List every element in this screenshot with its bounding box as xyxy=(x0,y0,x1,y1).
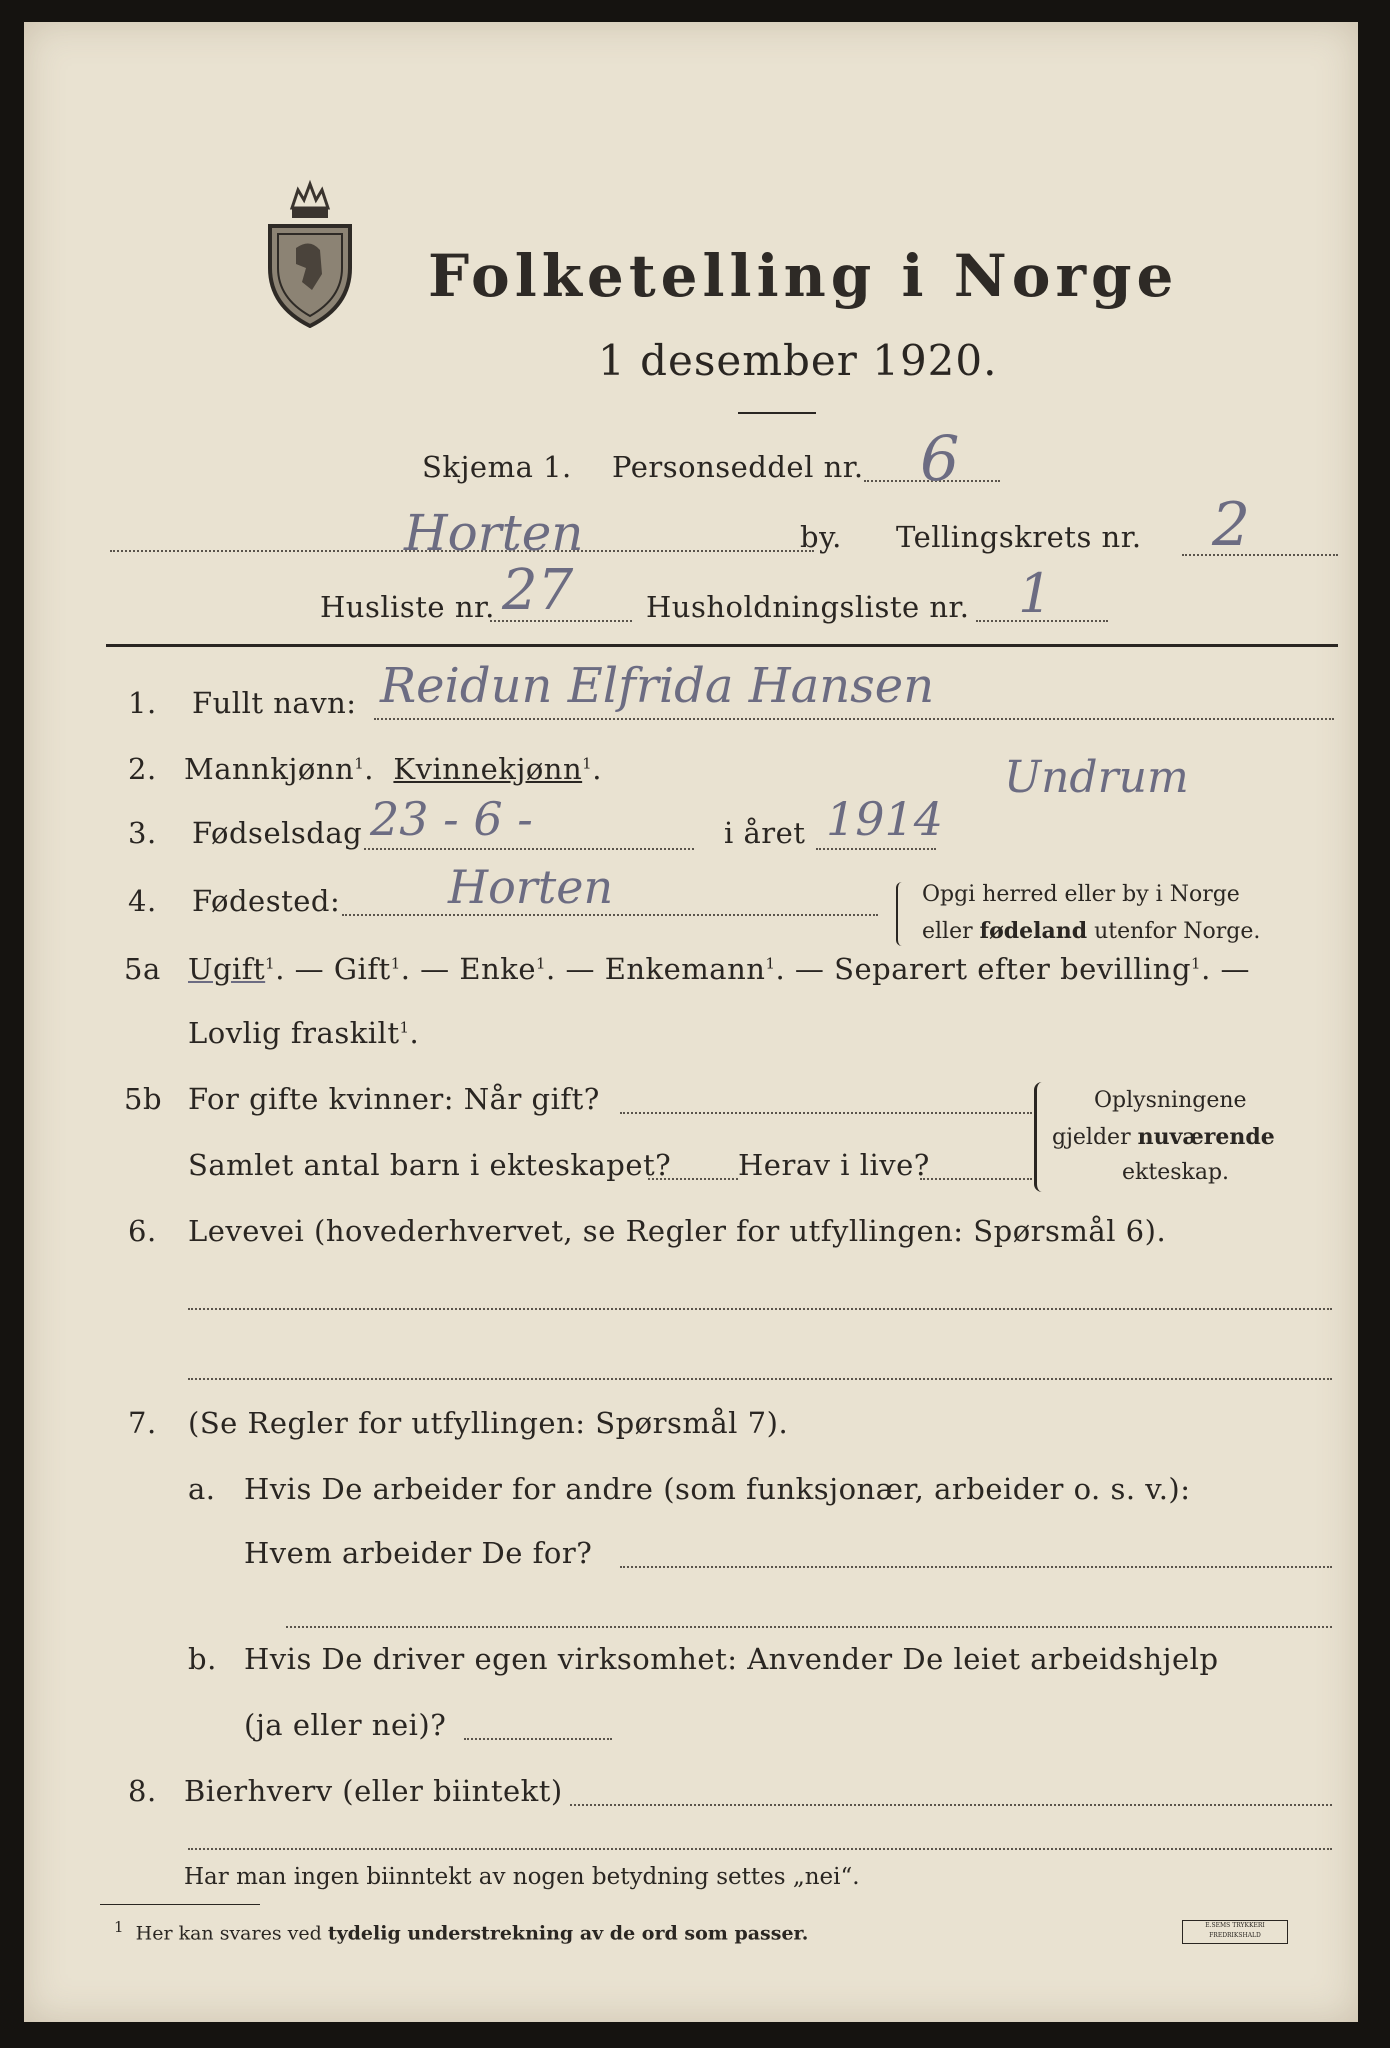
personseddel-label: Personseddel nr. xyxy=(612,450,864,484)
q3-label: Fødselsdag xyxy=(192,816,363,850)
q5b-children-label: Samlet antal barn i ekteskapet? xyxy=(188,1148,672,1182)
city-value: Horten xyxy=(404,504,584,562)
gift-option[interactable]: Gift xyxy=(333,952,391,986)
q5b-note1: Oplysningene xyxy=(1094,1088,1247,1113)
q4-number: 4. xyxy=(128,884,157,918)
form-date: 1 desember 1920. xyxy=(598,336,998,385)
q7a-question: Hvem arbeider De for? xyxy=(244,1536,593,1570)
birthdate-field[interactable] xyxy=(364,848,694,850)
q7b-question: (ja eller nei)? xyxy=(244,1708,447,1742)
q1-label: Fullt navn: xyxy=(192,686,357,720)
q5b-line1: For gifte kvinner: Når gift? xyxy=(188,1082,600,1116)
lovlig-fraskilt-line: Lovlig fraskilt$^1$. xyxy=(188,1016,420,1050)
tellingskrets-label: Tellingskrets nr. xyxy=(896,520,1142,554)
married-when-field[interactable] xyxy=(620,1112,1032,1114)
q1-number: 1. xyxy=(128,686,157,720)
q4-note-line1: Opgi herred eller by i Norge xyxy=(922,882,1240,907)
q6-number: 6. xyxy=(128,1214,157,1248)
q8-label: Bierhverv (eller biintekt) xyxy=(184,1774,563,1808)
enke-option[interactable]: Enke xyxy=(459,952,536,986)
mannkjonn-option[interactable]: Mannkjønn xyxy=(184,752,355,786)
q7-number: 7. xyxy=(128,1406,157,1440)
q7a-text: Hvis De arbeider for andre (som funksjonær, arbeider o. s. v.): xyxy=(244,1472,1191,1506)
marital-status-options: Ugift$^1$. — Gift$^1$. — Enke$^1$. — Enkemann$^1$. — Separert efter bevilling$^1$. — xyxy=(188,952,1251,986)
coat-of-arms-icon xyxy=(262,178,358,328)
q5b-brace xyxy=(1034,1082,1047,1192)
year-label: i året xyxy=(724,816,806,850)
kvinnekjonn-option[interactable]: Kvinnekjønn xyxy=(393,752,583,786)
employer-field-2[interactable] xyxy=(286,1626,1332,1628)
occupation-field-1[interactable] xyxy=(188,1308,1332,1310)
side-income-field-2[interactable] xyxy=(188,1848,1332,1850)
footnote-rule xyxy=(100,1904,260,1905)
husholdningsliste-value: 1 xyxy=(1018,562,1053,625)
personseddel-value: 6 xyxy=(920,422,960,495)
header-rule xyxy=(106,644,1338,647)
q5b-note3: ekteskap. xyxy=(1122,1160,1230,1185)
q8-number: 8. xyxy=(128,1774,157,1808)
lovlig-fraskilt-option[interactable]: Lovlig fraskilt xyxy=(188,1016,400,1050)
children-alive-field[interactable] xyxy=(920,1178,1032,1180)
q5a-number: 5a xyxy=(124,952,161,986)
children-count-field[interactable] xyxy=(648,1178,738,1180)
husliste-value: 27 xyxy=(502,558,574,623)
birthplace-field[interactable] xyxy=(342,914,878,916)
q7-label: (Se Regler for utfyllingen: Spørsmål 7). xyxy=(188,1406,789,1440)
full-name-value: Reidun Elfrida Hansen xyxy=(380,658,935,714)
hired-help-field[interactable] xyxy=(464,1738,612,1740)
q7a-letter: a. xyxy=(188,1472,216,1506)
birthyear-field[interactable] xyxy=(816,848,936,850)
birthdate-value: 23 - 6 - xyxy=(370,792,533,846)
q7b-text: Hvis De driver egen virksomhet: Anvender De leiet arbeidshjelp xyxy=(244,1642,1219,1676)
q4-label: Fødested: xyxy=(192,884,341,918)
tellingskrets-field[interactable] xyxy=(1182,554,1338,556)
q8-note: Har man ingen biinntekt av nogen betydning settes „nei“. xyxy=(184,1864,860,1890)
q7b-letter: b. xyxy=(188,1642,217,1676)
q5b-note2: gjelder nuværende xyxy=(1052,1124,1275,1150)
ugift-option[interactable]: Ugift xyxy=(188,952,266,986)
full-name-field[interactable] xyxy=(374,718,1334,720)
by-label: by. xyxy=(800,520,842,554)
q3-number: 3. xyxy=(128,816,157,850)
q5b-alive-label: Herav i live? xyxy=(738,1148,930,1182)
birthyear-value: 1914 xyxy=(826,792,944,846)
q2-options: Mannkjønn$^1$. Kvinnekjønn$^1$. xyxy=(184,752,602,786)
birthplace-value: Horten xyxy=(448,860,614,914)
q4-brace xyxy=(896,882,906,946)
q4-note-line2: eller fødeland utenfor Norge. xyxy=(922,918,1261,944)
occupation-field-2[interactable] xyxy=(188,1378,1332,1380)
form-title: Folketelling i Norge xyxy=(428,242,1179,310)
employer-field-1[interactable] xyxy=(620,1566,1332,1568)
separert-option[interactable]: Separert efter bevilling xyxy=(834,952,1192,986)
skjema-label: Skjema 1. xyxy=(422,450,572,484)
q5b-number: 5b xyxy=(124,1082,163,1116)
husliste-label: Husliste nr. xyxy=(320,590,495,624)
printer-stamp: E.SEMS TRYKKERI FREDRIKSHALD xyxy=(1182,1920,1288,1944)
footnote: $^1$ Her kan svares ved tydelig understrekning av de ord som passer. xyxy=(114,1918,809,1945)
title-divider xyxy=(738,412,816,414)
name-correction: Undrum xyxy=(1004,752,1189,803)
enkemann-option[interactable]: Enkemann xyxy=(604,952,766,986)
tellingskrets-value: 2 xyxy=(1212,490,1251,560)
husholdningsliste-label: Husholdningsliste nr. xyxy=(646,590,970,624)
census-form xyxy=(24,22,1358,2022)
q6-label: Levevei (hovederhvervet, se Regler for utfyllingen: Spørsmål 6). xyxy=(188,1214,1167,1248)
side-income-field-1[interactable] xyxy=(570,1804,1332,1806)
q2-number: 2. xyxy=(128,752,157,786)
